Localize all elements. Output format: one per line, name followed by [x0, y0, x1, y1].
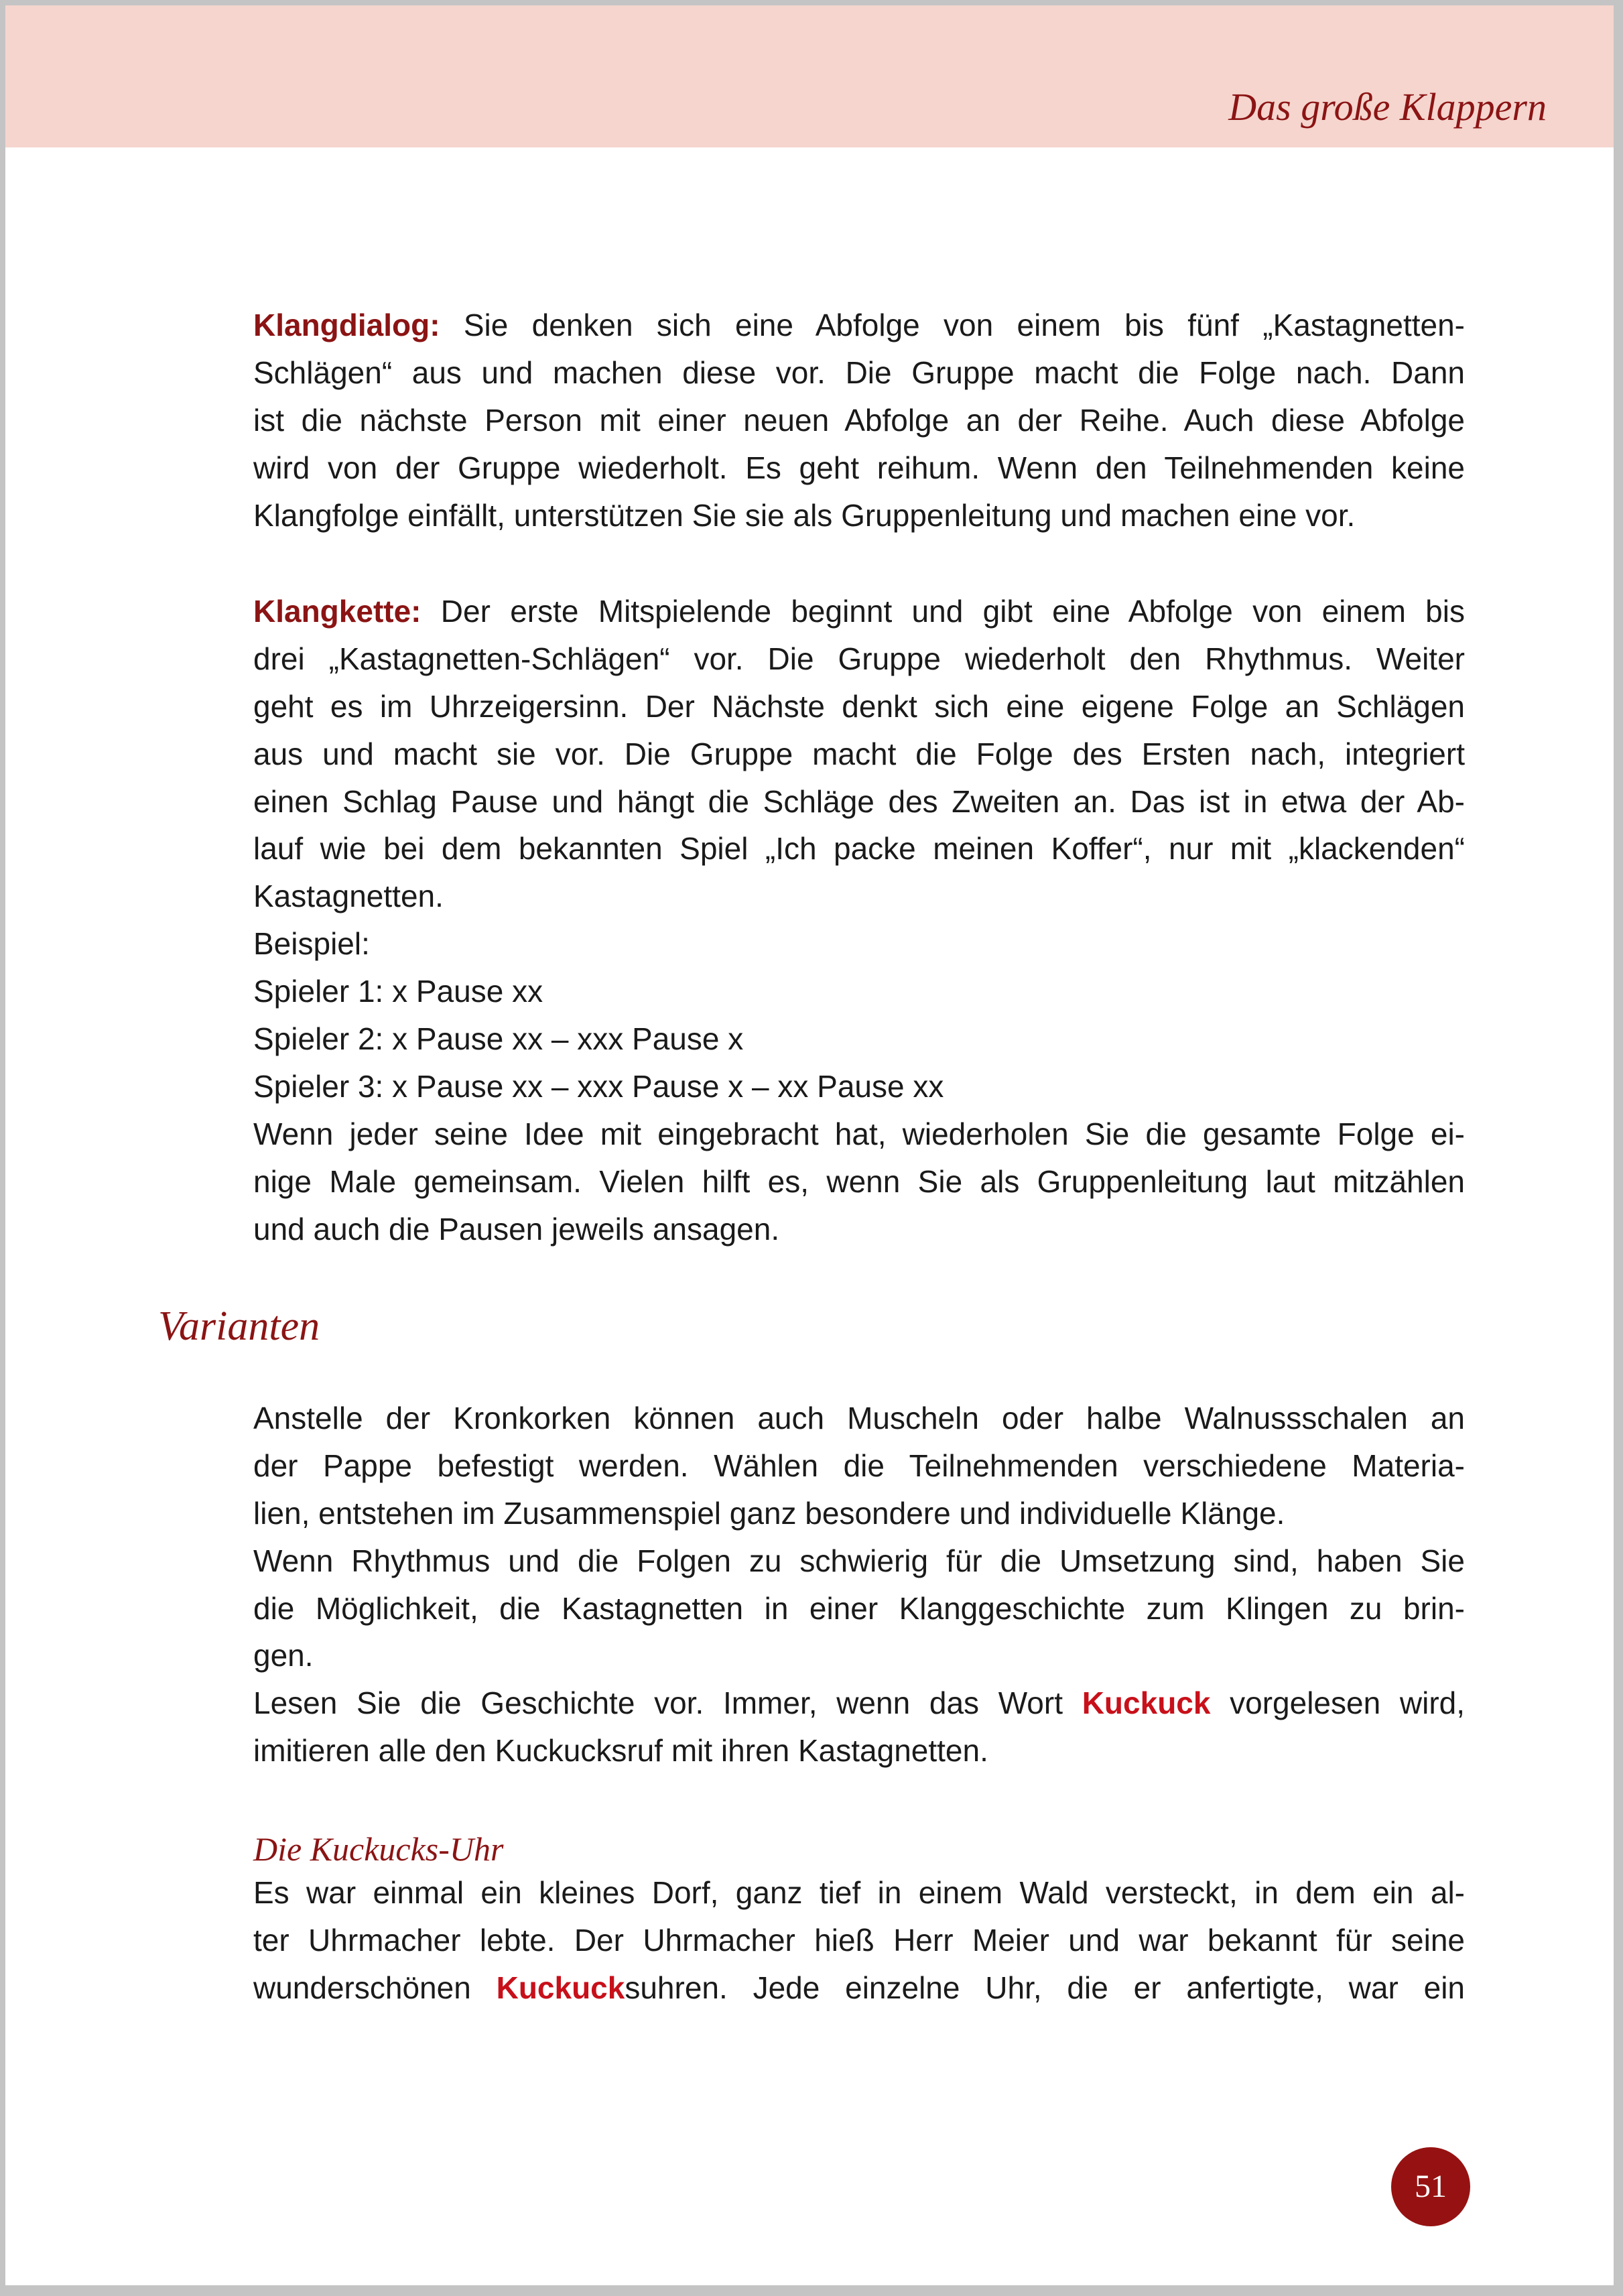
page: [5, 5, 1614, 2285]
text-line: [253, 1585, 1465, 1633]
text-line: [253, 302, 1465, 349]
text-line: [253, 444, 1465, 492]
text-segment: Es war einmal ein kleines Dorf, ganz tief in einem Wald versteckt, in dem ein al-: [253, 1875, 1465, 1910]
text-segment: nige Male gemeinsam. Vielen hilft es, wenn Sie als Gruppenleitung laut mitzählen: [253, 1163, 1465, 1199]
text-segment: aus und macht sie vor. Die Gruppe macht die Folge des Ersten nach, integriert: [253, 736, 1465, 771]
text-segment: wird von der Gruppe wiederholt. Es geht reihum. Wenn den Teilnehmenden keine: [253, 450, 1465, 485]
text-segment: und auch die Pausen jeweils ansagen.: [253, 1211, 780, 1247]
text-line: [253, 1158, 1465, 1206]
varianten-paragraph: [253, 1395, 1465, 1775]
text-line: [253, 920, 1465, 968]
text-segment: ter Uhrmacher lebte. Der Uhrmacher hieß Herr Meier und war bekannt für seine: [253, 1922, 1465, 1958]
text-segment: Anstelle der Kronkorken können auch Muscheln oder halbe Walnussschalen an: [253, 1401, 1465, 1436]
text-segment: Schlägen“ aus und machen diese vor. Die Gruppe macht die Folge nach. Dann: [253, 355, 1465, 390]
text-line: [253, 1110, 1465, 1158]
text-segment: Spieler 3: x Pause xx – xxx Pause x – xx Pause xx: [253, 1068, 944, 1104]
highlighted-term: Kuckuck: [1082, 1685, 1211, 1721]
text-line: [253, 1917, 1465, 1964]
text-segment: der Pappe befestigt werden. Wählen die Teilnehmenden verschiedene Materia-: [253, 1448, 1465, 1483]
story-heading: Die Kuckucks-Uhr: [253, 1830, 504, 1868]
text-segment: Spieler 1: x Pause xx: [253, 974, 543, 1009]
text-line: [253, 492, 1465, 539]
page-number-badge: 51: [1391, 2147, 1470, 2226]
highlighted-term: Kuckuck: [496, 1970, 625, 2005]
text-line: [253, 968, 1465, 1015]
text-line: [253, 1727, 1465, 1775]
text-segment: Sie denken sich eine Abfolge von einem bis fünf „Kastagnetten-: [440, 308, 1465, 342]
section-heading-varianten: Varianten: [158, 1303, 320, 1349]
text-line: [253, 873, 1465, 920]
text-line: [253, 1490, 1465, 1537]
text-line: [253, 778, 1465, 826]
text-line: [253, 1063, 1465, 1110]
text-segment: Lesen Sie die Geschichte vor. Immer, wenn das Wort: [253, 1685, 1082, 1721]
text-segment: vorgelesen wird,: [1210, 1685, 1465, 1721]
text-line: [253, 397, 1465, 444]
text-segment: Kastagnetten.: [253, 879, 444, 914]
text-segment: gen.: [253, 1638, 314, 1673]
text-segment: lauf wie bei dem bekannten Spiel „Ich packe meinen Koffer“, nur mit „klackenden“: [253, 831, 1465, 867]
highlighted-term: Klangkette:: [253, 594, 421, 629]
text-segment: drei „Kastagnetten-Schlägen“ vor. Die Gruppe wiederholt den Rhythmus. Weiter: [253, 641, 1465, 676]
text-segment: geht es im Uhrzeigersinn. Der Nächste denkt sich eine eigene Folge an Schlägen: [253, 688, 1465, 724]
text-line: [253, 1442, 1465, 1490]
text-line: [253, 1537, 1465, 1585]
text-segment: Wenn jeder seine Idee mit eingebracht hat, wiederholen Sie die gesamte Folge ei-: [253, 1116, 1465, 1151]
text-segment: die Möglichkeit, die Kastagnetten in einer Klanggeschichte zum Klingen zu brin-: [253, 1590, 1465, 1626]
text-line: [253, 635, 1465, 683]
page-header: [5, 5, 1614, 147]
text-line: [253, 1206, 1465, 1253]
text-segment: imitieren alle den Kuckucksruf mit ihren Kastagnetten.: [253, 1733, 988, 1769]
text-line: [253, 588, 1465, 635]
text-segment: lien, entstehen im Zusammenspiel ganz besondere und individuelle Klänge.: [253, 1495, 1285, 1531]
text-segment: Spieler 2: x Pause xx – xxx Pause x: [253, 1021, 744, 1057]
text-segment: Der erste Mitspielende beginnt und gibt eine Abfolge von einem bis: [421, 594, 1465, 629]
text-line: [253, 1015, 1465, 1063]
text-line: [253, 683, 1465, 730]
text-line: [253, 1632, 1465, 1679]
text-segment: Klangfolge einfällt, unterstützen Sie sie als Gruppenleitung und machen eine vor.: [253, 497, 1356, 533]
text-segment: Wenn Rhythmus und die Folgen zu schwierig für die Umsetzung sind, haben Sie: [253, 1543, 1465, 1578]
text-segment: Beispiel:: [253, 926, 370, 962]
story-paragraph: [253, 1869, 1465, 2012]
text-line: [253, 1395, 1465, 1442]
text-line: [253, 1679, 1465, 1727]
klangdialog-paragraph: [253, 302, 1465, 539]
text-line: [253, 349, 1465, 397]
klangkette-paragraph: [253, 588, 1465, 1253]
text-segment: ist die nächste Person mit einer neuen Abfolge an der Reihe. Auch diese Abfolge: [253, 402, 1465, 438]
running-title: Das große Klappern: [1228, 85, 1547, 129]
text-segment: suhren. Jede einzelne Uhr, die er anfertigte, war ein: [625, 1970, 1465, 2005]
text-segment: wunderschönen: [253, 1970, 497, 2005]
text-line: [253, 730, 1465, 778]
text-segment: einen Schlag Pause und hängt die Schläge des Zweiten an. Das ist in etwa der Ab-: [253, 783, 1465, 819]
text-line: [253, 1964, 1465, 2012]
text-line: [253, 1869, 1465, 1917]
text-line: [253, 825, 1465, 873]
highlighted-term: Klangdialog:: [253, 308, 440, 342]
